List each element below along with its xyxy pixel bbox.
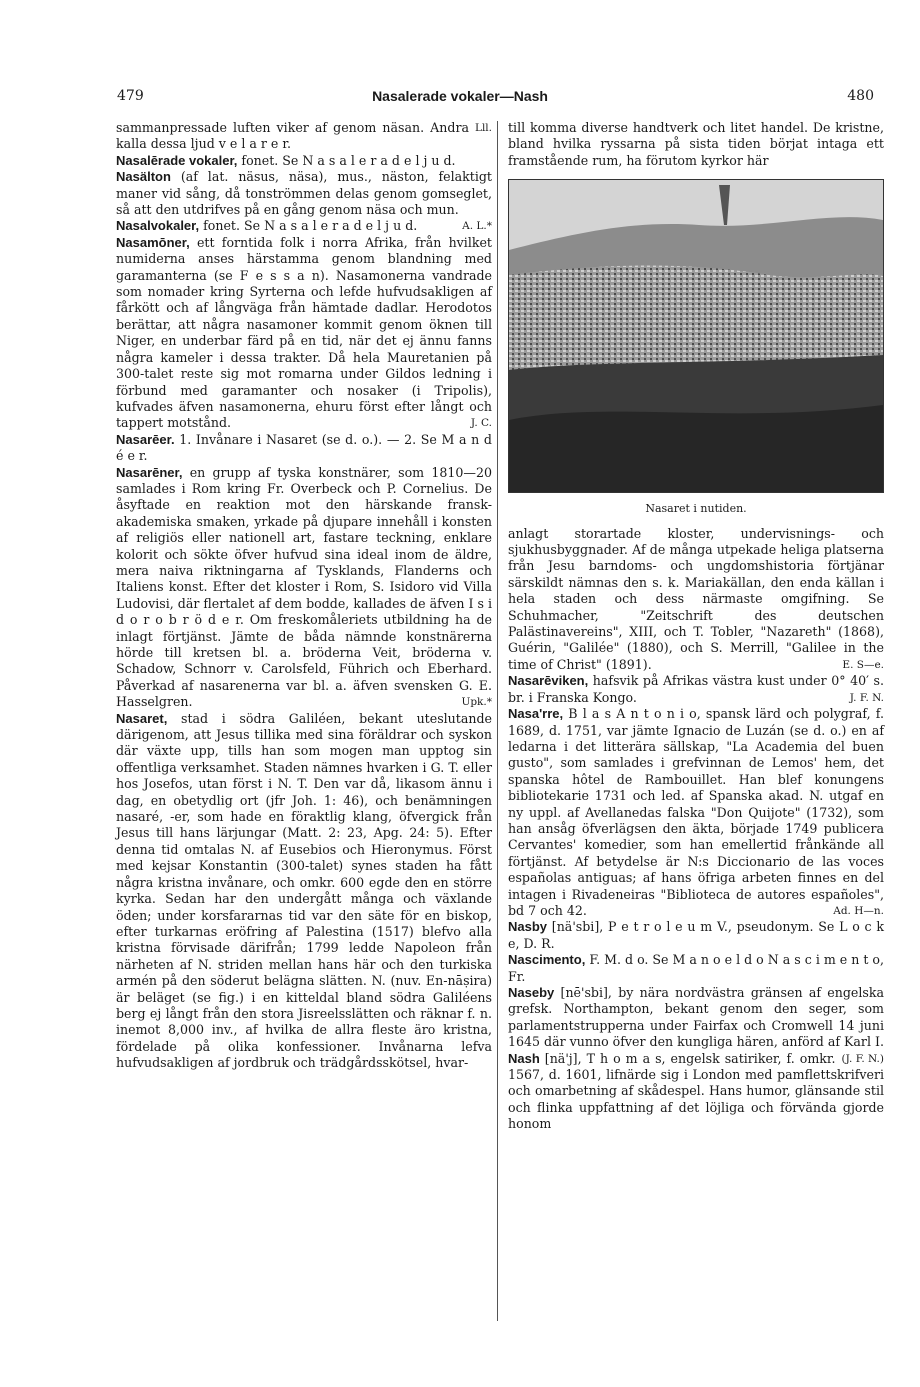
landscape-illustration — [509, 180, 883, 492]
signature: E. S—e. — [842, 658, 884, 671]
entry-text: stad i södra Galiléen, bekant uteslutande därigenom, att Jesus tillika med sina föräldrar och syskon där växte upp, tills han som mogen man upptog sin offentliga verksamhet. Staden nämnes hvarken i G. T. eller hos Josefos, utan först i N. T. Den var då, likasom ännu i dag, en obetydlig ort (jfr Joh. 1: 46), och benämningen nasaré, -er, som hade en föraktlig klang, öfvergick från Jesus till hans lärjungar (Matt. 2: 23, Apg. 24: 5). Efter denna tid omtalas N. af Eusebios och Hieronymus. Först med kejsar Konstantin (300-talet) synes staden ha fått några kristna invånare, och omkr. 600 egde den en större kyrka. Sedan har den undergått många och växlande öden; under korsfararnas tid var den säte för en biskop, efter turkarnas eröfring af Palestina (1517) blefvo alla kristna förvisade därifrån; 1799 ledde Napoleon från närheten af N. striden mellan hans här och den turkiska armén på den söderut belägna slätten. N. (nuv. En-nāṣira) är beläget (se fig.) i en kitteldal bland södra Galiléens berg ej långt från den stora Jisreelsslätten och räknar f. n. inemot 8,000 inv., af hvilka de allra fleste äro kristna, fördelade på olika konfessioner. Invånarna lefva hufvudsakligen af jordbruk och trädgårdsskötsel, hvar- — [116, 710, 492, 1071]
right-column — [508, 120, 884, 1133]
signature: J. C. — [470, 417, 492, 430]
figure-nasaret — [508, 179, 884, 517]
page-number-right: 480 — [847, 88, 874, 104]
signature: Lll. — [474, 122, 492, 134]
entry-text: [nē'sbi], by nära nordvästra gränsen af engelska grefsk. Northampton, bekant genom den seger, som parlamentstrupperna under Fairfax och Cromwell 14 juni 1645 där vunno öfver den kungliga hären, anförd af Karl I. — [508, 985, 884, 1050]
page-header — [0, 0, 920, 120]
headword: Nasby — [508, 919, 548, 935]
entry-nasamoner — [116, 235, 492, 432]
headword: Nasamōner, — [116, 234, 190, 250]
entry-text: sammanpressade luften viker af genom näsan. Andra kalla dessa ljud v e l a r e r. — [116, 120, 469, 152]
entry-text: (af lat. näsus, näsa), mus., näston, felaktigt maner vid sång, då tonströmmen delas genom gomseglet, så att den utdrifves på en gång genom näsa och mun. — [116, 169, 492, 218]
entry-text: [nä'j], T h o m a s, engelsk satiriker, f. omkr. 1567, d. 1601, lifnärde sig i London med pamflettskrifveri och omarbetning af skådespel. Hans humor, glänsande stil och flinka uppfattning af det löjliga och förvända gjorde honom — [508, 1050, 884, 1132]
running-title: Nasalerade vokaler—Nash — [372, 88, 548, 104]
headword: Nasälton — [116, 169, 171, 185]
entry-nasalerade-vokaler — [116, 153, 492, 169]
entry-text: anlagt storartade kloster, undervisnings- och sjukhusbyggnader. Af de många utpekade heliga platserna från Jesu barndoms- och ungdomshistoria förtjänar särskildt nämnas den s. k. Mariakällan, den enda källan i hela staden och dess närmaste omgifning. Se Schuhmacher, "Zeitschrift des deutschen Palästinavereins", XIII, och T. Tobler, "Nazareth" (1868), Guérin, "Galilée" (1880), och S. Merrill, "Galilee in the time of Christ" (1891). — [508, 525, 884, 672]
entry-nasby — [508, 919, 884, 952]
signature: A. L.* — [462, 220, 492, 233]
headword: Nasaret, — [116, 710, 168, 726]
headword: Nasarēviken, — [508, 673, 589, 689]
entry-nash — [508, 1051, 884, 1133]
headword: Nasarēer. — [116, 431, 175, 447]
entry-text: F. M. d o. Se M a n o e l d o N a s c i m e n t o, Fr. — [508, 952, 885, 984]
entry-text: hafsvik på Afrikas västra kust under 0° 40′ s. br. i Franska Kongo. — [508, 673, 884, 705]
signature: (J. F. N.) — [841, 1052, 884, 1065]
headword: Nasalērade vokaler, — [116, 152, 238, 168]
entry-nascimento — [508, 952, 884, 985]
entry-nasarener — [116, 465, 492, 711]
entry-text: ett forntida folk i norra Afrika, från hvilket numiderna anses härstamma genom blandning med garamanterna (se F e s s a n). Nasamonerna vandrade som nomader kring Syrterna och lefde hufvudsakligen af fårkött och af långväga från hämtade dadlar. Herodotos berättar, att några nasamoner kommit genom öknen till Niger, en underbar färd på en tid, när det ej ännu fanns några kameler i dessa trakter. Då hela Mauretanien på 300-talet reste sig mot romarna under Gildos ledning i förbund med garamanter och nosaker (i Tripolis), kufvades äfven nasamonerna, ehuru först efter långt och tappert motstånd. — [116, 234, 492, 431]
entry-nasalvokaler — [116, 218, 492, 234]
headword: Nash — [508, 1050, 540, 1066]
nasaret-continuation: till komma diverse handtverk och litet handel. De kristne, bland hvilka ryssarna på sista tiden börjat intaga ett framstående rum, ha förutom kyrkor här — [508, 120, 884, 168]
column-divider — [497, 121, 498, 1321]
signature: J. F. N. — [849, 691, 884, 704]
signature: Ad. H—n. — [833, 904, 884, 917]
entry-nasaret — [116, 711, 492, 1072]
nasaret-photo — [508, 179, 884, 493]
headword: Nasalvokaler, — [116, 218, 200, 234]
entry-nasareer — [116, 432, 492, 465]
entry-text: [nä'sbi], P e t r o l e u m V., pseudonym. Se L o c k e, D. R. — [508, 919, 884, 951]
entry-sammanpressade — [116, 120, 492, 153]
entry-nasaret-end — [508, 526, 884, 674]
headword: Nasarēner, — [116, 464, 183, 480]
headword: Nasa'rre, — [508, 706, 564, 722]
signature: Upk.* — [461, 696, 492, 709]
headword: Naseby — [508, 985, 555, 1000]
entry-text: 1. Invånare i Nasaret (se d. o.). — 2. Se M a n d é e r. — [116, 431, 492, 464]
figure-caption: Nasaret i nutiden. — [645, 502, 747, 516]
headword: Nascimento, — [508, 952, 586, 968]
entry-nasareviken — [508, 673, 884, 706]
entry-text: fonet. Se N a s a l e r a d e l j u d. — [199, 218, 418, 234]
entry-text: B l a s A n t o n i o, spansk lärd och polygraf, f. 1689, d. 1751, var jämte Ignacio de Luzán (se d. o.) en af ledarna i det litterära sällskap, "La Academia del buen gusto", som samlades i grefvinnan de Lemos' hem, det spanska hôtel de Rambouillet. Han blef konungens bibliotekarie 1731 och led. af Spanska akad. N. utgaf en ny uppl. af Avellanedas falska "Don Quijote" (1732), som han ansåg öfverlägsen den äkta, började 1749 publicera Cervantes' komedier, som han emellertid frånkände all förtjänst. Af betydelse är N:s Diccionario de las voces españolas antiguas; af hans öfriga arbeten finnes en del intagen i Rivadeneiras "Biblioteca de autores españoles", bd 7 och 42. — [508, 706, 884, 918]
entry-text: en grupp af tyska konstnärer, som 1810—20 samlades i Rom kring Fr. Overbeck och P. Cornelius. De åsyftade en reaktion mot den härskande fransk-akademiska smaken, yrkade på djupare innehåll i konsten af religiös eller nationell art, fastare teckning, enklare kolorit och sökte öfver hufvud sina ideal inom de äldre, mera naiva riktningarna af Tysklands, Flanderns och Italiens konst. Efter det kloster i Rom, S. Isidoro vid Villa Ludovisi, där flertalet af dem bodde, kallades de äfven I s i d o r o b r ö d e r. Om freskomåleriets utbildning ha de inlagt förtjänst. Jämte de båda nämnde konstnärerna hörde till kretsen bl. a. bröderna Veit, bröderna v. Schadow, Schnorr v. Carolsfeld, Führich och Eberhard. Påverkad af nasarenerna var bl. a. äfven svensken G. E. Hasselgren. — [116, 464, 492, 710]
left-column — [116, 120, 492, 1072]
entry-text: fonet. Se N a s a l e r a d e l j u d. — [237, 152, 456, 168]
entry-nasarre — [508, 706, 884, 919]
page-number-left: 479 — [117, 88, 144, 104]
